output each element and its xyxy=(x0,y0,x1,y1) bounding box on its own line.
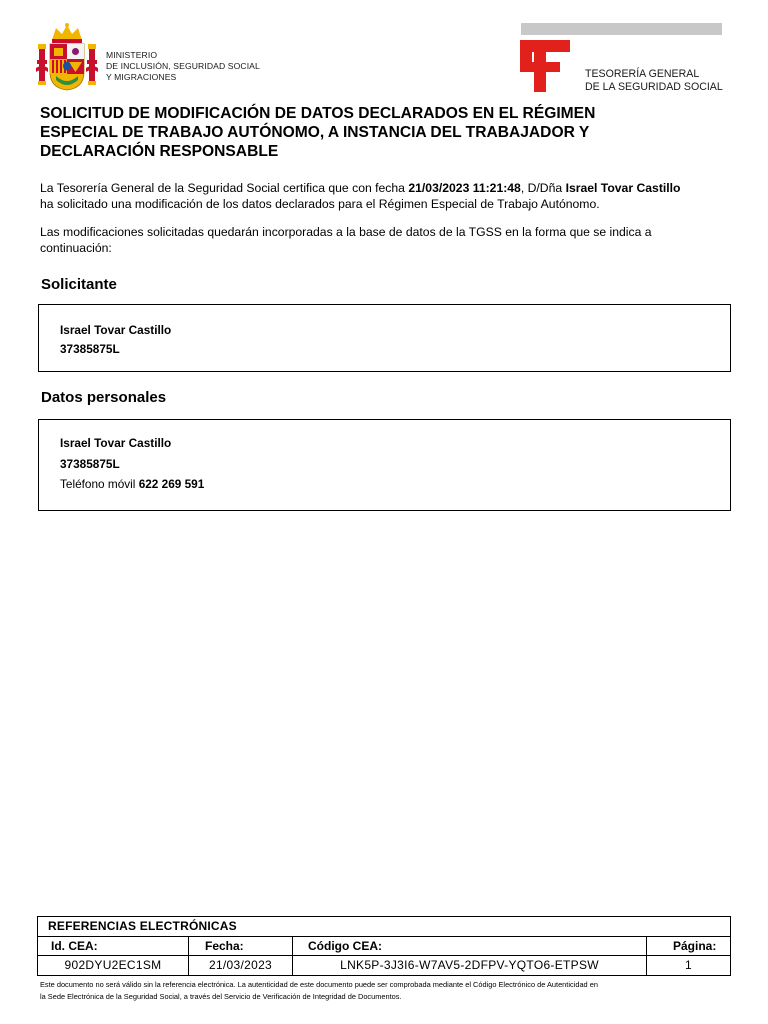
disclaimer-line-2: la Sede Electrónica de la Seguridad Social, a través del Servicio de Verificación de Integridad de Documentos. xyxy=(40,991,402,1001)
value-id-cea: 902DYU2EC1SM xyxy=(38,956,189,975)
personal-phone xyxy=(60,477,204,491)
title-line-3: DECLARACIÓN RESPONSABLE xyxy=(40,143,279,160)
ministry-name xyxy=(106,50,260,83)
intro-p2-line-1: Las modificaciones solicitadas quedarán incorporadas a la base de datos de la TGSS en la forma que se indica a xyxy=(40,225,652,239)
section-heading-datos-personales: Datos personales xyxy=(41,389,167,406)
tgss-name xyxy=(585,68,723,94)
phone-value: 622 269 591 xyxy=(138,477,205,491)
intro-p1-line-2: ha solicitado una modificación de los datos declarados para el Régimen Especial de Trabajo Autónomo. xyxy=(40,196,600,211)
section-heading-solicitante: Solicitante xyxy=(41,276,117,293)
intro-paragraph-1 xyxy=(40,181,740,212)
col-header-pagina: Página: xyxy=(673,939,717,953)
tgss-line-1: TESORERÍA GENERAL xyxy=(585,68,700,80)
tgss-line-2: DE LA SEGURIDAD SOCIAL xyxy=(585,81,723,93)
validity-disclaimer xyxy=(40,979,730,1002)
datos-personales-box xyxy=(38,419,731,511)
personal-id: 37385875L xyxy=(60,457,120,471)
col-header-fecha: Fecha: xyxy=(189,937,293,955)
references-column-headers xyxy=(38,937,730,956)
ministry-line-2: DE INCLUSIÓN, SEGURIDAD SOCIAL xyxy=(106,61,260,71)
intro-paragraph-2 xyxy=(40,225,740,256)
solicitante-box xyxy=(38,304,731,372)
value-codigo-cea: LNK5P-3J3I6-W7AV5-2DFPV-YQTO6-ETPSW xyxy=(293,956,647,975)
intro-text-b: , D/Dña xyxy=(520,181,566,195)
phone-label: Teléfono móvil xyxy=(60,477,139,491)
value-pagina: 1 xyxy=(685,958,692,972)
value-fecha: 21/03/2023 xyxy=(189,956,293,975)
intro-text-a: La Tesorería General de la Seguridad Social certifica que con fecha xyxy=(40,181,409,195)
disclaimer-line-1: Este documento no será válido sin la referencia electrónica. La autenticidad de este documento puede ser comprobada mediante el Código Electrónico de Autenticidad en xyxy=(40,980,598,989)
solicitante-id: 37385875L xyxy=(60,342,120,356)
personal-name: Israel Tovar Castillo xyxy=(60,436,172,450)
col-header-id-cea: Id. CEA: xyxy=(38,937,189,955)
references-heading: REFERENCIAS ELECTRÓNICAS xyxy=(48,919,237,933)
intro-p2-line-2: continuación: xyxy=(40,240,112,255)
header-gray-bar xyxy=(521,23,722,35)
title-line-2: ESPECIAL DE TRABAJO AUTÓNOMO, A INSTANCIA DEL TRABAJADOR Y xyxy=(40,124,590,141)
electronic-references-table xyxy=(37,916,731,976)
references-values-row xyxy=(38,956,730,975)
ministry-line-3: Y MIGRACIONES xyxy=(106,72,177,82)
document-title xyxy=(40,104,730,161)
ministry-line-1: MINISTERIO xyxy=(106,50,158,60)
intro-p1-line-1 xyxy=(40,181,740,197)
coat-of-arms-icon xyxy=(36,22,98,94)
solicitante-name: Israel Tovar Castillo xyxy=(60,323,172,337)
title-line-1: SOLICITUD DE MODIFICACIÓN DE DATOS DECLARADOS EN EL RÉGIMEN xyxy=(40,105,596,122)
request-datetime: 21/03/2023 11:21:48 xyxy=(408,181,521,195)
col-header-codigo-cea: Código CEA: xyxy=(293,937,647,955)
tgss-logo-icon xyxy=(520,40,570,92)
references-header-row xyxy=(38,917,730,937)
applicant-name-inline: Israel Tovar Castillo xyxy=(565,181,681,195)
